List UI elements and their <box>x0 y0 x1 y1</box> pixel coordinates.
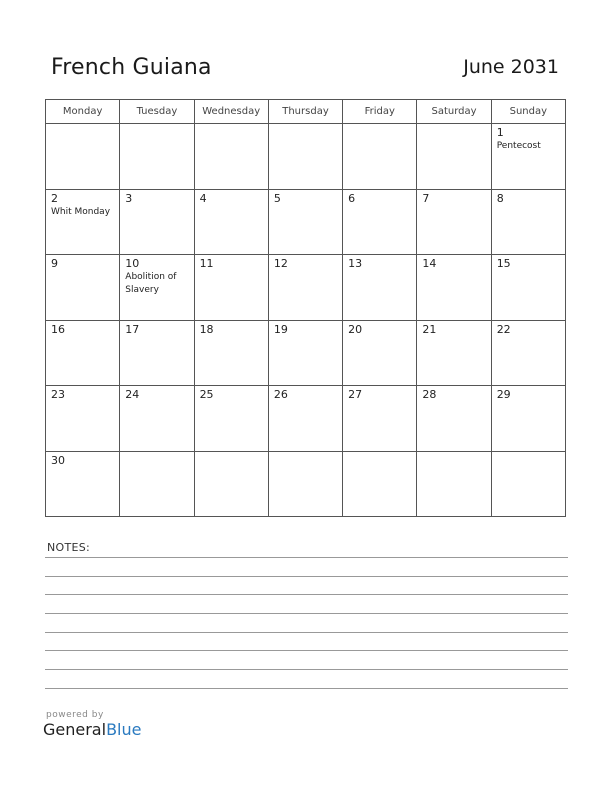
calendar-day-cell <box>46 320 120 386</box>
day-number: 4 <box>199 191 207 205</box>
calendar-day-cell <box>120 451 194 517</box>
calendar-week-row <box>46 386 566 452</box>
day-number: 9 <box>51 257 58 270</box>
weekday-header: Thursday <box>268 100 342 124</box>
calendar-week-row <box>46 320 566 386</box>
calendar-day-cell <box>268 189 342 255</box>
calendar-day-cell <box>417 189 491 255</box>
calendar-day-cell <box>46 255 120 321</box>
day-number: 28 <box>422 388 437 401</box>
calendar-title: French Guiana <box>51 55 212 80</box>
holiday-label: Whit Monday <box>51 206 111 217</box>
calendar-day-cell <box>491 189 565 255</box>
day-number: 18 <box>199 322 214 336</box>
calendar-day-cell <box>268 124 342 190</box>
calendar-day-cell <box>268 386 342 452</box>
weekday-header-row <box>46 100 566 124</box>
day-number: 25 <box>199 388 214 401</box>
calendar-day-cell <box>194 451 268 517</box>
day-number: 30 <box>51 453 65 467</box>
calendar-day-cell <box>120 255 194 321</box>
calendar-day-cell <box>417 451 491 517</box>
holiday-label: Abolition of Slavery <box>125 272 177 295</box>
calendar-day-cell <box>417 124 491 190</box>
calendar-day-cell <box>268 255 342 321</box>
day-number: 15 <box>496 257 511 270</box>
day-number: 1 <box>496 126 504 139</box>
day-number: 29 <box>496 388 511 401</box>
calendar-day-cell <box>417 386 491 452</box>
notes-label: NOTES: <box>47 541 91 554</box>
day-number: 23 <box>51 388 65 401</box>
calendar-day-cell <box>46 386 120 452</box>
day-number: 14 <box>422 257 437 270</box>
weekday-header: Sunday <box>491 100 565 124</box>
calendar-day-cell <box>343 189 417 255</box>
calendar-day-cell <box>120 386 194 452</box>
day-number: 22 <box>496 322 511 336</box>
calendar-day-cell <box>194 189 268 255</box>
holiday-label: Pentecost <box>496 141 541 151</box>
day-number: 3 <box>125 191 133 205</box>
calendar-day-cell <box>120 320 194 386</box>
note-line <box>45 576 568 577</box>
brand-logo <box>43 720 141 739</box>
day-number: 16 <box>51 322 65 336</box>
calendar-week-row <box>46 189 566 255</box>
calendar-day-cell <box>491 451 565 517</box>
brand-name-blue: Blue <box>106 720 142 739</box>
weekday-header: Saturday <box>417 100 491 124</box>
calendar-day-cell <box>268 320 342 386</box>
calendar-week-row <box>46 124 566 190</box>
calendar-day-cell <box>194 386 268 452</box>
calendar-day-cell <box>417 255 491 321</box>
note-line <box>45 557 568 558</box>
day-number: 26 <box>273 388 288 401</box>
day-number: 13 <box>348 257 363 270</box>
calendar-day-cell <box>491 255 565 321</box>
day-number: 7 <box>422 191 430 205</box>
calendar-day-cell <box>343 451 417 517</box>
day-number: 19 <box>273 322 288 336</box>
calendar-day-cell <box>120 124 194 190</box>
weekday-header: Monday <box>46 100 120 124</box>
weekday-header: Tuesday <box>120 100 194 124</box>
calendar-week-row <box>46 255 566 321</box>
day-number: 6 <box>348 191 356 205</box>
day-number: 11 <box>199 257 214 270</box>
calendar-day-cell <box>46 451 120 517</box>
calendar-day-cell <box>343 124 417 190</box>
calendar-day-cell <box>417 320 491 386</box>
note-line <box>45 613 568 614</box>
powered-by-label: powered by <box>46 710 104 720</box>
day-number: 5 <box>273 191 281 205</box>
calendar-day-cell <box>46 189 120 255</box>
brand-name-general: General <box>43 720 107 739</box>
day-number: 10 <box>125 257 140 270</box>
calendar-day-cell <box>491 386 565 452</box>
calendar-day-cell <box>120 189 194 255</box>
calendar-day-cell <box>491 124 565 190</box>
day-number: 12 <box>273 257 288 270</box>
calendar-day-cell <box>194 124 268 190</box>
calendar-day-cell <box>343 386 417 452</box>
calendar-day-cell <box>46 124 120 190</box>
calendar-grid <box>45 99 566 517</box>
weekday-header: Wednesday <box>194 100 268 124</box>
note-line <box>45 650 568 651</box>
note-line <box>45 632 568 633</box>
month-year-label: June 2031 <box>463 56 559 78</box>
day-number: 27 <box>348 388 363 401</box>
weekday-header: Friday <box>343 100 417 124</box>
day-number: 21 <box>422 322 437 336</box>
calendar-week-row <box>46 451 566 517</box>
calendar-day-cell <box>268 451 342 517</box>
day-number: 8 <box>496 191 504 205</box>
note-line <box>45 669 568 670</box>
calendar-day-cell <box>194 255 268 321</box>
calendar-day-cell <box>343 255 417 321</box>
calendar-day-cell <box>343 320 417 386</box>
day-number: 20 <box>348 322 363 336</box>
day-number: 17 <box>125 322 140 336</box>
calendar-day-cell <box>194 320 268 386</box>
day-number: 2 <box>51 191 58 205</box>
calendar-day-cell <box>491 320 565 386</box>
note-line <box>45 688 568 689</box>
day-number: 24 <box>125 388 140 401</box>
note-line <box>45 594 568 595</box>
